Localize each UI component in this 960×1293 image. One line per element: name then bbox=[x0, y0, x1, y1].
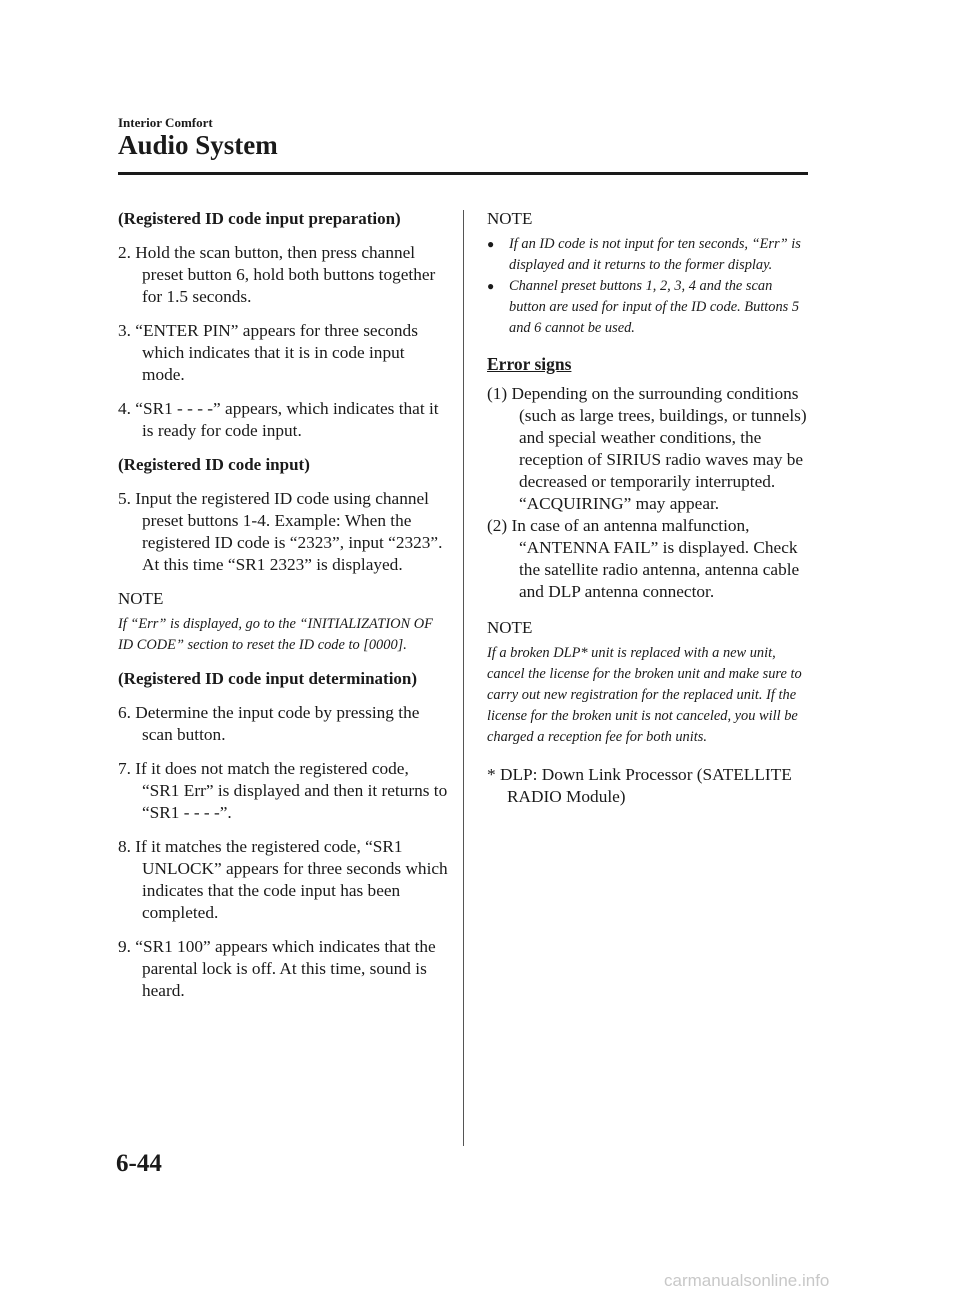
note-title: NOTE bbox=[118, 589, 164, 608]
determination-heading: (Registered ID code input determination) bbox=[118, 669, 418, 688]
step-6: 6. Determine the input code by pressing the scan button. bbox=[118, 703, 420, 744]
input-heading: (Registered ID code input) bbox=[118, 455, 310, 474]
footnote: * DLP: Down Link Processor (SATELLITE RADIO Module) bbox=[487, 765, 792, 806]
header-divider bbox=[118, 172, 808, 175]
note-text: If “Err” is displayed, go to the “INITIALIZATION OF ID CODE” section to reset the ID code to [0000]. bbox=[118, 616, 433, 653]
right-column bbox=[487, 208, 812, 808]
list-item: ● If an ID code is not input for ten seconds, “Err” is displayed and it returns to the former display. bbox=[487, 236, 801, 273]
page-title: Audio System bbox=[118, 130, 278, 160]
watermark: carmanualsonline.info bbox=[664, 1271, 830, 1290]
list-item: ● Channel preset buttons 1, 2, 3, 4 and the scan button are used for input of the ID code. Buttons 5 and 6 cannot be used. bbox=[487, 278, 800, 336]
step-2: 2. Hold the scan button, then press channel preset button 6, hold both buttons together for 1.5 seconds. bbox=[118, 243, 436, 306]
section-label: Interior Comfort bbox=[118, 115, 213, 130]
step-8: 8. If it matches the registered code, “SR1 UNLOCK” appears for three seconds which indicates that the code input has been completed. bbox=[118, 837, 448, 922]
step-5: 5. Input the registered ID code using channel preset buttons 1-4. Example: When the registered ID code is “2323”, input “2323”. At this time “SR1 2323” is displayed. bbox=[118, 489, 443, 574]
note-bullet-list bbox=[487, 234, 812, 339]
note-title: NOTE bbox=[487, 209, 533, 228]
step-7: 7. If it does not match the registered code, “SR1 Err” is displayed and then it returns to “SR1 - - - -”. bbox=[118, 759, 448, 822]
column-divider bbox=[463, 210, 464, 1146]
page-number: 6-44 bbox=[116, 1150, 162, 1177]
step-4: 4. “SR1 - - - -” appears, which indicates that it is ready for code input. bbox=[118, 399, 439, 440]
prep-heading: (Registered ID code input preparation) bbox=[118, 209, 401, 228]
step-9: 9. “SR1 100” appears which indicates that the parental lock is off. At this time, sound is heard. bbox=[118, 937, 436, 1000]
bullet-icon: ● bbox=[487, 237, 495, 251]
bullet-icon: ● bbox=[487, 279, 495, 293]
note-text: If a broken DLP* unit is replaced with a new unit, cancel the license for the broken unit and make sure to carry out new registration for the replaced unit. If the license for the broken unit is not canceled, you will be charged a reception fee for both units. bbox=[487, 645, 802, 745]
error-signs-heading: Error signs bbox=[487, 354, 572, 374]
step-3: 3. “ENTER PIN” appears for three seconds which indicates that it is in code input mode. bbox=[118, 321, 418, 384]
note-title: NOTE bbox=[487, 618, 533, 637]
left-column bbox=[118, 208, 448, 1014]
error-item-2: (2) In case of an antenna malfunction, “ANTENNA FAIL” is displayed. Check the satellite radio antenna, antenna cable and DLP antenna connector. bbox=[487, 516, 800, 601]
error-item-1: (1) Depending on the surrounding conditions (such as large trees, buildings, or tunnels) and special weather conditions, the reception of SIRIUS radio waves may be decreased or temporarily interrupted. “ACQUIRING” may appear. bbox=[487, 384, 807, 513]
